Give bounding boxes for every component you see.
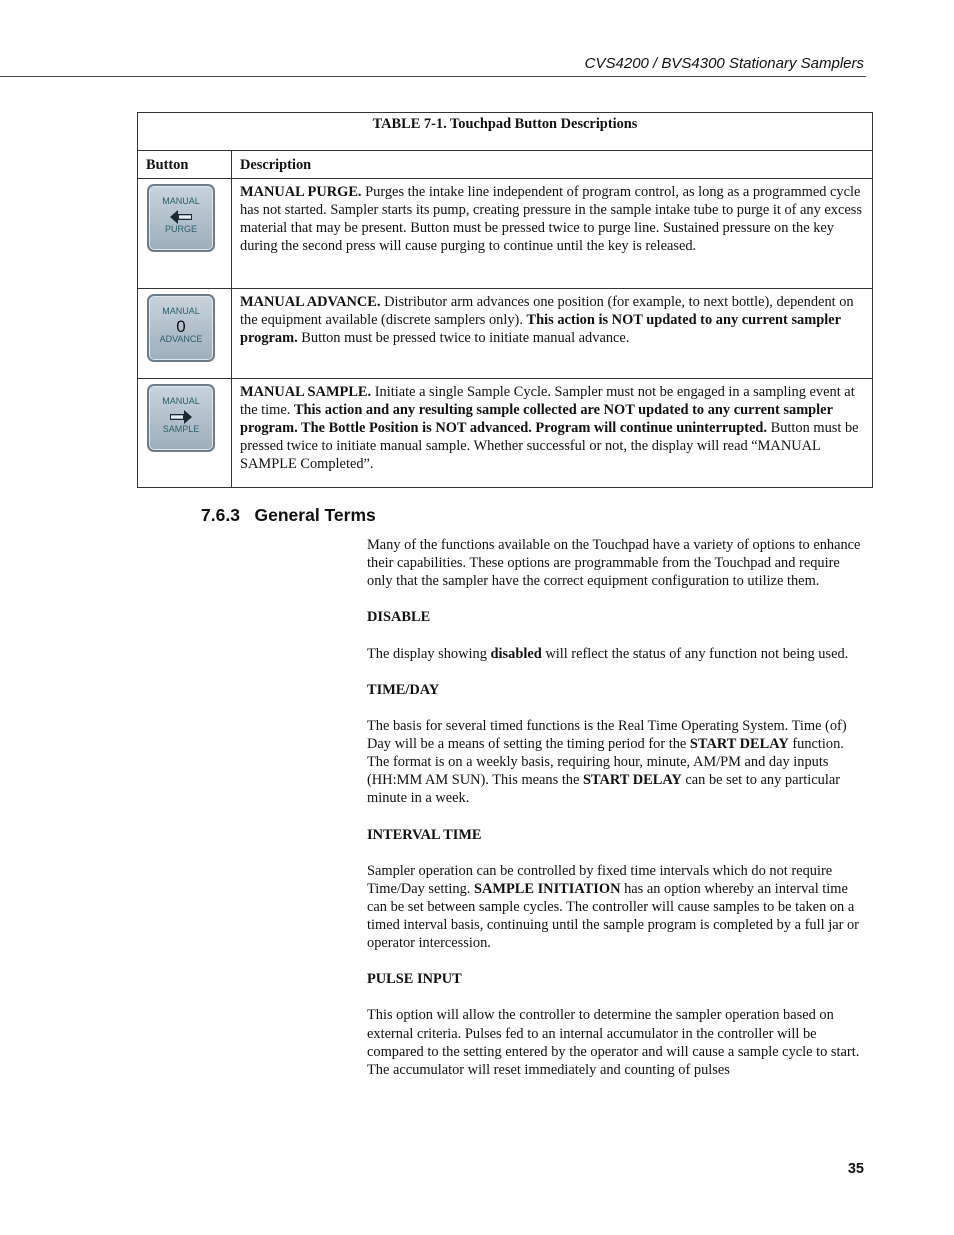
pulse-paragraph: This option will allow the controller to determine the sampler operation based on external criteria. Pulses fed to an internal accumulator in the controller will be compared to the setting entered by the operator and will cause a sample cycle to start. The accumulator will reset immediately and counting of pulses (367, 1007, 860, 1078)
key-label-top: MANUAL (162, 196, 200, 206)
description-text: Initiate a single Sample Cycle. Sampler must not be engaged in a sampling event at the time. (240, 384, 855, 418)
paragraph-text: The basis for several timed functions is the Real Time Operating System. Time (of) Day will be a means of setting the timing period for the (367, 717, 847, 753)
paragraph-text: The display showing (367, 645, 491, 662)
button-cell (138, 289, 232, 379)
manual-advance-key (147, 294, 215, 362)
key-label-top: MANUAL (162, 306, 200, 316)
button-cell (138, 379, 232, 488)
paragraph-emphasis: SAMPLE INITIATION (474, 880, 621, 897)
description-title: MANUAL SAMPLE. (240, 384, 372, 400)
section-heading: 7.6.3 General Terms (201, 505, 376, 525)
section-body (367, 536, 862, 1097)
description-text: Purges the intake line independent of program control, as long as a programmed cycle has not started. Sampler starts its pump, creating pressure in the sample intake tube to purge it of any excess material that may be present. Button must be pressed twice to purge line. Sustained pressure on the key during the second press will cause purging to continue until the key is released. (240, 184, 862, 254)
table-caption: TABLE 7-1. Touchpad Button Descriptions (138, 113, 873, 151)
paragraph-text: can be set to any particular minute in a week. (367, 772, 841, 807)
key-label-bottom: PURGE (164, 224, 197, 234)
page-number: 35 (847, 1161, 864, 1177)
term-pulse-input: PULSE INPUT (367, 971, 462, 988)
description-text: Distributor arm advances one position (for example, to next bottle), dependent on the equipment available (discrete samplers only). (240, 294, 854, 328)
intro-paragraph: Many of the functions available on the Touchpad have a variety of options to enhance their capabilities. These options are programmable from the Touchpad and require only that the sampler have the correct equipment configuration to utilize them. (367, 537, 861, 590)
description-text: Button must be pressed twice to initiate manual advance. (297, 330, 630, 346)
column-header-description: Description (232, 151, 873, 179)
description-cell (232, 179, 873, 289)
touchpad-button-table (137, 112, 873, 488)
time-day-paragraph (367, 717, 862, 807)
description-emphasis: This action is NOT updated to any current sampler program. (240, 312, 841, 346)
description-emphasis: This action and any resulting sample collected are NOT updated to any current sampler program. The Bottle Position is NOT advanced. Program will continue uninterrupted. (240, 402, 833, 436)
column-header-button: Button (138, 151, 232, 179)
term-disable: DISABLE (367, 609, 431, 626)
interval-paragraph (367, 862, 862, 952)
button-cell (138, 179, 232, 289)
manual-purge-key (147, 184, 215, 252)
table-row (138, 379, 873, 488)
term-interval-time: INTERVAL TIME (367, 826, 482, 843)
paragraph-emphasis: START DELAY (689, 736, 789, 753)
header-rule (0, 76, 866, 77)
paragraph-text: has an option whereby an interval time can be set between sample cycles. The controller will cause samples to be taken on a timed interval basis, continuing until the sample program is completed by a full jar or operator intercession. (367, 880, 859, 952)
manual-sample-key (147, 384, 215, 452)
description-text: Button must be pressed twice to initiate manual sample. Whether successful or not, the display will read “MANUAL SAMPLE Completed”. (240, 420, 859, 472)
table-row (138, 179, 873, 289)
disable-paragraph (367, 645, 862, 663)
paragraph-emphasis: disabled (490, 645, 542, 662)
description-cell (232, 379, 873, 488)
key-label-bottom: SAMPLE (162, 424, 200, 434)
term-time-day: TIME/DAY (367, 681, 440, 698)
table-row (138, 289, 873, 379)
key-number: 0 (176, 317, 186, 336)
key-label-top: MANUAL (162, 396, 200, 406)
running-header: CVS4200 / BVS4300 Stationary Samplers (584, 55, 864, 72)
paragraph-text: Sampler operation can be controlled by fixed time intervals which do not require Time/Day setting. (367, 862, 833, 897)
paragraph-text: will reflect the status of any function not being used. (541, 645, 849, 662)
description-title: MANUAL ADVANCE. (240, 294, 381, 310)
description-cell (232, 289, 873, 379)
description-title: MANUAL PURGE. (240, 184, 362, 200)
key-label-bottom: ADVANCE (159, 334, 203, 344)
paragraph-emphasis: START DELAY (583, 772, 682, 789)
paragraph-text: function. The format is on a weekly basis, requiring hour, minute, AM/PM and day inputs (HH:MM AM SUN). This means the (367, 736, 844, 789)
